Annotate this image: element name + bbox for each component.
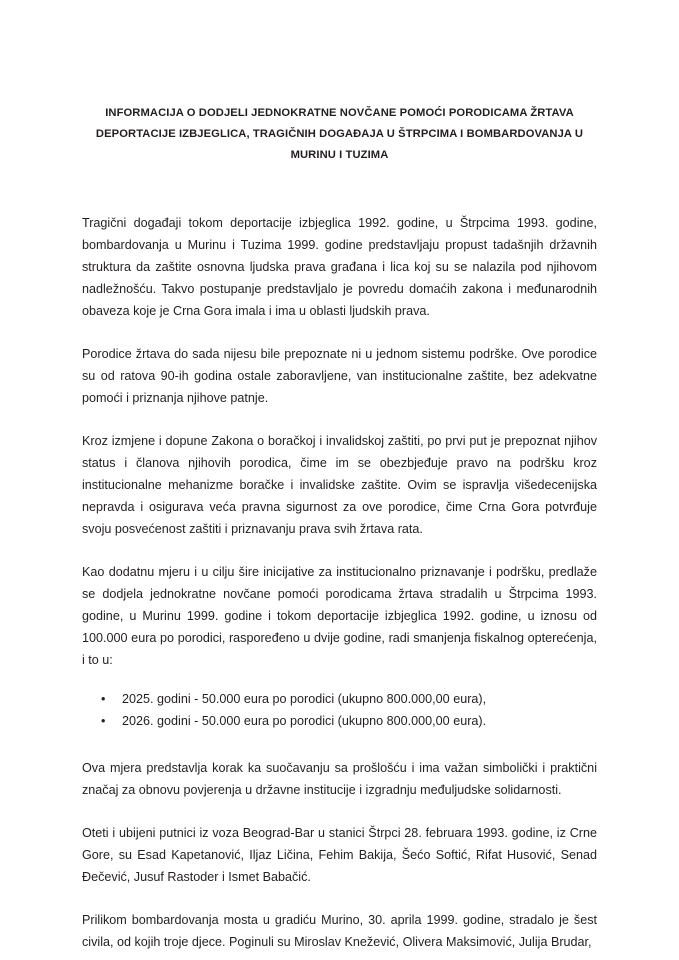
paragraph-law-amendments: Kroz izmjene i dopune Zakona o boračkoj i invalidskoj zaštiti, po prvi put je prepoznat njihov status i članova njihovih porodica, čime im se obezbjeđuje pravo na podršku kroz institucionalne mehanizme boračke i invalidske zaštite. Ovim se ispravlja višedecenijska nepravda i osigurava veća pravna sigurnost za ove porodice, čime Crna Gora potvrđuje svoju posvećenost zaštiti i priznavanju prava svih žrtava rata. [82, 434, 597, 536]
document-content [82, 0, 597, 953]
paragraph-intro-tragic-events: Tragični događaji tokom deportacije izbjeglica 1992. godine, u Štrpcima 1993. godine, bombardovanja u Murinu i Tuzima 1999. godine predstavljaju propust tadašnjih državnih struktura da zaštite osnovna ljudska prava građana i lica koj su se nalazila pod njihovom nadležnošću. Takvo postupanje predstavljalo je povredu domaćih zakona i međunarodnih obaveza koje je Crna Gora imala i ima u oblasti ljudskih prava. [82, 216, 597, 318]
bullet-icon: • [101, 714, 106, 728]
paragraph-strpci-victims: Oteti i ubijeni putnici iz voza Beograd-Bar u stanici Štrpci 28. februara 1993. godine, iz Crne Gore, su Esad Kapetanović, Iljaz Ličina, Fehim Bakija, Šećo Softić, Rifat Husović, Senad Đečević, Jusuf Rastoder i Ismet Babačić. [82, 826, 597, 884]
page-title: INFORMACIJA O DODJELI JEDNOKRATNE NOVČANE POMOĆI PORODICAMA ŽRTAVA DEPORTACIJE IZBJEGLICA, TRAGIČNIH DOGAĐAJA U ŠTRPCIMA I BOMBARDOVANJA U MURINU I TUZIMA [95, 107, 584, 161]
list-item [82, 688, 597, 710]
paragraph-murino-victims: Prilikom bombardovanja mosta u gradiću Murino, 30. aprila 1999. godine, stradalo je šest civila, od kojih troje djece. Poginuli su Miroslav Knežević, Olivera Maksimović, Julija Brudar, [82, 913, 597, 949]
list-item [82, 710, 597, 732]
list-item-label: 2026. godini - 50.000 eura po porodici (ukupno 800.000,00 eura). [122, 714, 487, 728]
bullet-icon: • [101, 692, 106, 706]
allocation-list [82, 688, 597, 732]
list-item-label: 2025. godini - 50.000 eura po porodici (ukupno 800.000,00 eura), [122, 692, 487, 706]
paragraph-proposed-measure: Kao dodatnu mjeru i u cilju šire inicijative za institucionalno priznavanje i podršku, predlaže se dodjela jednokratne novčane pomoći porodicama žrtava stradalih u Štrpcima 1993. godine, u Murinu 1999. godine i tokom deportacije izbjeglica 1992. godine, u iznosu od 100.000 eura po porodici, raspoređeno u dvije godine, radi smanjenja fiskalnog opterećenja, i to u: [82, 565, 597, 667]
paragraph-families-unrecognized: Porodice žrtava do sada nijesu bile prepoznate ni u jednom sistemu podrške. Ove porodice su od ratova 90-ih godina ostale zaboravljene, van institucionalne zaštite, bez adekvatne pomoći i priznanja njihove patnje. [82, 347, 597, 405]
paragraph-symbolic-significance: Ova mjera predstavlja korak ka suočavanju sa prošlošću i ima važan simbolički i praktični značaj za obnovu povjerenja u državne institucije i izgradnju međuljudske solidarnosti. [82, 761, 597, 797]
